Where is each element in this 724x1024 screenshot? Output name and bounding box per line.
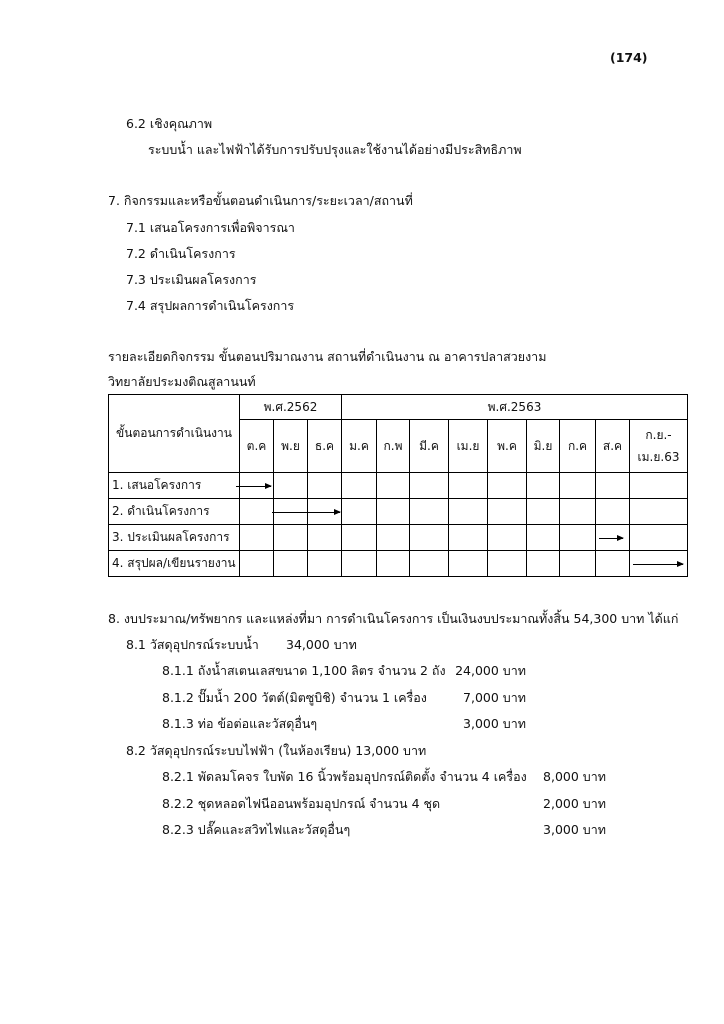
month-header: ก.พ: [377, 420, 410, 473]
month-header-last-line1: ก.ย.-: [645, 428, 672, 442]
budget-item-text: 8.2.2 ชุดหลอดไฟนีออนพร้อมอุปกรณ์ จำนวน 4 ชุด: [162, 796, 441, 811]
section-8-2-label: 8.2 วัสดุอุปกรณ์ระบบไฟฟ้า (ในห้องเรียน) 13,000 บาท: [126, 743, 427, 758]
budget-item-text: 8.1.3 ท่อ ข้อต่อและวัสดุอื่นๆ: [162, 716, 318, 731]
month-header: ก.ค: [560, 420, 596, 473]
section-7-item: 7.2 ดำเนินโครงการ: [126, 246, 236, 261]
step-label: 1. เสนอโครงการ: [109, 473, 240, 499]
step-label: 2. ดำเนินโครงการ: [109, 499, 240, 525]
step-header: ขั้นตอนการดำเนินงาน: [109, 395, 240, 473]
section-8-1-amount: 34,000 บาท: [286, 637, 357, 652]
section-6-2-heading: 6.2 เชิงคุณภาพ: [126, 116, 213, 131]
table-row: [109, 551, 688, 577]
month-header: มิ.ย: [527, 420, 560, 473]
month-header: มี.ค: [410, 420, 449, 473]
month-header: พ.ค: [488, 420, 527, 473]
section-7-item: 7.3 ประเมินผลโครงการ: [126, 272, 257, 287]
table-row: [109, 473, 688, 499]
section-8-1-label: 8.1 วัสดุอุปกรณ์ระบบน้ำ: [126, 637, 259, 652]
activity-detail-line1: รายละเอียดกิจกรรม ขั้นตอนปริมาณงาน สถานที่ดำเนินงาน ณ อาคารปลาสวยงาม: [108, 349, 547, 364]
table-row: [109, 525, 688, 551]
budget-item-text: 8.2.1 พัดลมโคจร ใบพัด 16 นิ้วพร้อมอุปกรณ์ติดตั้ง จำนวน 4 เครื่อง: [162, 769, 527, 784]
page-number: (174): [610, 50, 648, 65]
table-row: [109, 499, 688, 525]
month-header-last-line2: เม.ย.63: [637, 450, 680, 464]
section-6-2-text: ระบบน้ำ และไฟฟ้าได้รับการปรับปรุงและใช้งานได้อย่างมีประสิทธิภาพ: [148, 142, 522, 157]
timeline-arrow: [599, 538, 623, 539]
step-label: 4. สรุปผล/เขียนรายงาน: [109, 551, 240, 577]
month-header: ส.ค: [596, 420, 630, 473]
activity-detail-line2: วิทยาลัยประมงติณสูลานนท์: [108, 374, 256, 389]
month-header: ม.ค: [342, 420, 377, 473]
month-header: พ.ย: [274, 420, 308, 473]
budget-item-amount: 24,000 บาท: [455, 663, 526, 678]
budget-item-text: 8.1.1 ถังน้ำสเตนเลสขนาด 1,100 ลิตร จำนวน 2 ถัง: [162, 663, 446, 678]
month-header: ธ.ค: [308, 420, 342, 473]
activity-schedule-table: [108, 394, 688, 577]
section-7-item: 7.4 สรุปผลการดำเนินโครงการ: [126, 298, 295, 313]
budget-item-text: 8.1.2 ปั๊มน้ำ 200 วัตต์(มิตซูบิชิ) จำนวน 1 เครื่อง: [162, 690, 427, 705]
budget-item-amount: 8,000 บาท: [543, 769, 606, 784]
timeline-arrow: [633, 564, 683, 565]
month-header: เม.ย: [449, 420, 488, 473]
budget-item-amount: 3,000 บาท: [463, 716, 526, 731]
section-8-heading: 8. งบประมาณ/ทรัพยากร และแหล่งที่มา การดำเนินโครงการ เป็นเงินงบประมาณทั้งสิ้น 54,300 บาท ได้แก่: [108, 611, 679, 626]
budget-item-amount: 2,000 บาท: [543, 796, 606, 811]
month-header-last: [630, 420, 688, 473]
step-label: 3. ประเมินผลโครงการ: [109, 525, 240, 551]
year-2563-header: พ.ศ.2563: [342, 395, 688, 420]
section-7-heading: 7. กิจกรรมและหรือขั้นตอนดำเนินการ/ระยะเวลา/สถานที่: [108, 193, 413, 208]
budget-item-text: 8.2.3 ปลั๊คและสวิทไฟและวัสดุอื่นๆ: [162, 822, 351, 837]
timeline-arrow: [236, 486, 271, 487]
year-2562-header: พ.ศ.2562: [240, 395, 342, 420]
month-header: ต.ค: [240, 420, 274, 473]
section-7-item: 7.1 เสนอโครงการเพื่อพิจารณา: [126, 220, 295, 235]
budget-item-amount: 3,000 บาท: [543, 822, 606, 837]
budget-item-amount: 7,000 บาท: [463, 690, 526, 705]
